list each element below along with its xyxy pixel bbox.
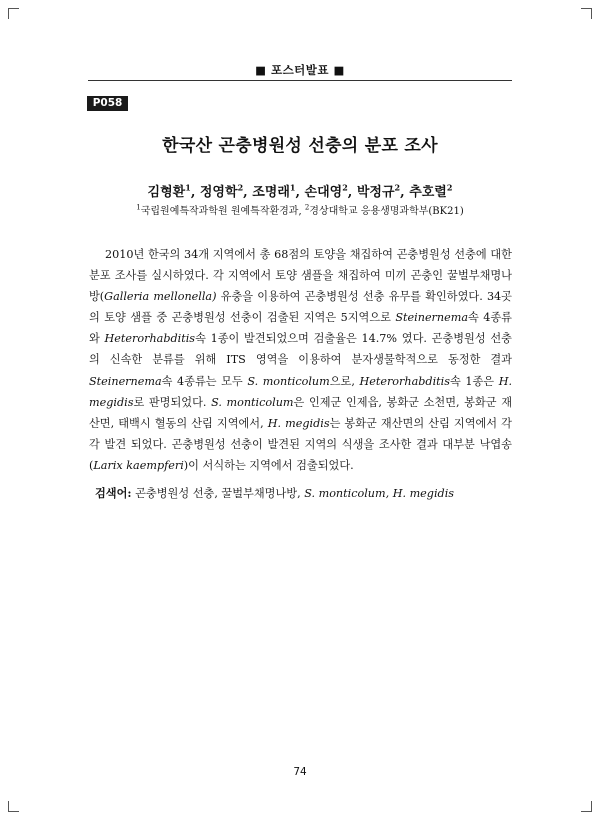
author-affiliation-mark: 2 bbox=[394, 182, 401, 193]
author-affiliation-mark: 2 bbox=[342, 182, 348, 193]
abstract-text: 2010년 한국의 34개 지역에서 총 68점의 토양을 채집하여 곤충병원성 선충에 대한 분포 조사를 실시하였다. 각 지역에서 토양 샘플을 채집하여 미끼 곤충인 꿀벌부채명나방( bbox=[89, 248, 512, 304]
header-divider bbox=[88, 80, 512, 81]
author-affiliation-mark: 1 bbox=[185, 182, 191, 193]
abstract-text: 속 1종은 bbox=[450, 374, 499, 388]
abstract-italic-term: Heterorhabditis bbox=[104, 332, 196, 346]
abstract-text: 로 판명되었다. bbox=[133, 395, 212, 409]
keyword-text: 곤충병원성 선충, 꿀벌부채명나방, bbox=[131, 487, 305, 500]
section-header: ■ 포스터발표 ■ bbox=[255, 63, 345, 77]
paper-title: 한국산 곤충병원성 선충의 분포 조사 bbox=[162, 136, 438, 156]
author-name: 조명래 bbox=[252, 185, 290, 200]
affiliation-mark: 2 bbox=[304, 203, 310, 212]
abstract-text: 는 봉화군 재산면의 산림 지역에서 각각 발견 되었다. 곤충병원성 선충이 발견된 지역의 식생을 조사한 결과 대부분 낙엽송( bbox=[89, 416, 512, 472]
affiliation-text: 경상대학교 응용생명과학부(BK21) bbox=[309, 206, 464, 217]
affiliation-mark: 1 bbox=[136, 203, 141, 212]
author-affiliation-mark: 2 bbox=[237, 182, 244, 193]
abstract-italic-term: H. megidis bbox=[267, 416, 330, 430]
abstract-italic-term: S. monticolum bbox=[211, 395, 294, 409]
author-name: 추호렬 bbox=[409, 185, 447, 200]
keyword-italic-term: S. monticolum, H. megidis bbox=[304, 487, 455, 500]
abstract-text: 속 4종류와 bbox=[89, 311, 512, 346]
affiliations bbox=[0, 202, 600, 217]
abstract-body bbox=[89, 244, 512, 476]
abstract-text: )이 서식하는 지역에서 검출되었다. bbox=[183, 458, 354, 472]
author-name: 박정규 bbox=[356, 185, 395, 200]
abstract-italic-term: Steinernema bbox=[89, 374, 162, 388]
keywords-label: 검색어: bbox=[95, 486, 132, 500]
abstract-italic-term: S. monticolum bbox=[247, 374, 330, 388]
abstract-italic-term: H. megidis bbox=[89, 374, 512, 409]
abstract-italic-term: Galleria mellonella) bbox=[104, 290, 217, 304]
abstract-text: 은 인제군 인제읍, 봉화군 소천면, 봉화군 재산면, 태백시 혈동의 산림 지역에서, bbox=[89, 395, 513, 430]
keywords bbox=[95, 483, 515, 504]
abstract-italic-term: Steinernema bbox=[395, 311, 469, 325]
poster-code-badge: P058 bbox=[87, 96, 128, 111]
abstract-text: 속 4종류는 모두 bbox=[161, 374, 248, 388]
author-affiliation-mark: 1 bbox=[289, 182, 296, 193]
abstract-italic-term: Heterorhabditis bbox=[359, 374, 450, 388]
abstract-italic-term: Larix kaempferi bbox=[93, 458, 184, 472]
affiliation-text: 국립원예특작과학원 원예특작환경과, bbox=[140, 206, 305, 217]
author-list: 김형환$^1$, 정영학$^2$, 조명래$^1$, 손대영$^2$, 박정규$^2$, 추호렬$^2$ bbox=[147, 182, 453, 200]
page-number: 74 bbox=[293, 766, 307, 778]
author-name: 손대영 bbox=[304, 185, 343, 200]
abstract-text: 유충을 이용하여 곤충병원성 선충 유무를 확인하였다. 34곳의 토양 샘플 중 곤충병원성 선충이 검출된 지역은 5지역으로 bbox=[89, 290, 512, 325]
author-affiliation-mark: 2 bbox=[446, 182, 453, 193]
author-name: 정영학 bbox=[199, 185, 238, 200]
abstract-text: 속 1종이 발견되었으며 검출율은 14.7% 였다. 곤충병원성 선충의 신속한 분류를 위해 ITS 영역을 이용하여 분자생물학적으로 동정한 결과 bbox=[89, 332, 512, 367]
author-name: 김형환 bbox=[147, 185, 186, 200]
abstract-text: 으로, bbox=[329, 374, 360, 388]
